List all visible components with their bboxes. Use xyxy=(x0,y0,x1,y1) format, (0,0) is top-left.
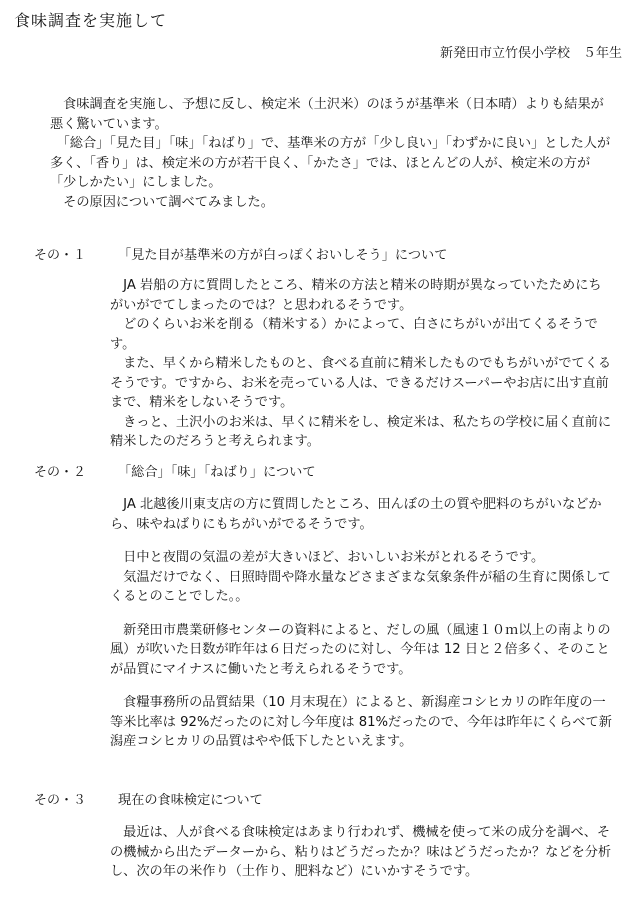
section-heading: 現在の食味検定について xyxy=(118,793,263,808)
section-paragraph: 新発田市農業研修センターの資料によると、だしの風（風速１０ｍ以上の南よりの風）が吹いた日数が昨年は６日だったのに対し、今年は 12 日と２倍多く、そのことが品質にマイナスに働いたと考えられるそうです。 xyxy=(110,622,611,677)
intro-paragraph: その原因について調べてみました。 xyxy=(50,194,274,210)
section-1-body xyxy=(110,276,614,452)
section-heading: 「総合」「味」「ねばり」について xyxy=(118,465,316,480)
section-heading: 「見た目が基準米の方が白っぽくおいしそう」について xyxy=(118,248,448,263)
section-2-body xyxy=(110,495,614,752)
section-paragraph: JA 岩船の方に質問したところ、精米の方法と精米の時期が異なっていたためにちがいがでてしまったのでは？と思われるそうです。 xyxy=(110,278,602,313)
section-paragraph: JA 北越後川東支店の方に質問したところ、田んぼの土の質や肥料のちがいなどから、味やねばりにもちがいがでるそうです。 xyxy=(110,497,602,532)
section-paragraph: 日中と夜間の気温の差が大きいほど、おいしいお米がとれるそうです。 xyxy=(110,550,545,565)
intro-paragraph: 「総合」「見た目」「味」「ねばり」で、基準米の方が「少し良い」「わずかに良い」とした人が多く、「香り」は、検定米の方が若干良く、「かたさ」では、ほとんどの人が、検定米の方が「少しかたい」にしました。 xyxy=(50,136,611,190)
section-paragraph: 最近は、人が食べる食味検定はあまり行われず、機械を使って米の成分を調べ、その機械から出たデーターから、粘りはどうだったか？味はどうだったか？などを分析し、次の年の米作り（土作り、肥料など）にいかすそうです。 xyxy=(110,825,612,879)
section-number: その・３ xyxy=(34,793,87,808)
section-paragraph: 食糧事務所の品質結果（10 月末現在）によると、新潟産コシヒカリの昨年度の一等米比率は 92%だったのに対し今年度は 81%だったので、今年は昨年にくらべて新潟産コシヒカリの品質はやや低下したといえます。 xyxy=(110,695,612,749)
section-paragraph: きっと、土沢小のお米は、早くに精米をし、検定米は、私たちの学校に届く直前に精米したのだろうと考えられます。 xyxy=(110,414,612,449)
document-title: 食味調査を実施して xyxy=(14,11,168,30)
author-line: 新発田市立竹俣小学校 ５年生 xyxy=(439,46,622,61)
section-number: その・１ xyxy=(34,248,87,263)
section-3-body xyxy=(110,823,614,882)
intro-block xyxy=(50,95,614,212)
section-paragraph: 気温だけでなく、日照時間や降水量などさまざまな気象条件が稲の生育に関係してくるとのことでした。。 xyxy=(110,569,611,604)
section-paragraph: また、早くから精米したものと、食べる直前に精米したものでもちがいがでてくるそうです。ですから、お米を売っている人は、できるだけスーパーやお店に出す直前まで、精米をしないそうです。 xyxy=(110,356,612,410)
section-paragraph: どのくらいお米を削る（精米する）かによって、白さにちがいが出てくるそうです。 xyxy=(110,317,598,352)
section-number: その・２ xyxy=(34,465,87,480)
intro-paragraph: 食味調査を実施し、予想に反し、検定米（土沢米）のほうが基準米（日本晴）よりも結果が悪く驚いています。 xyxy=(50,97,604,132)
